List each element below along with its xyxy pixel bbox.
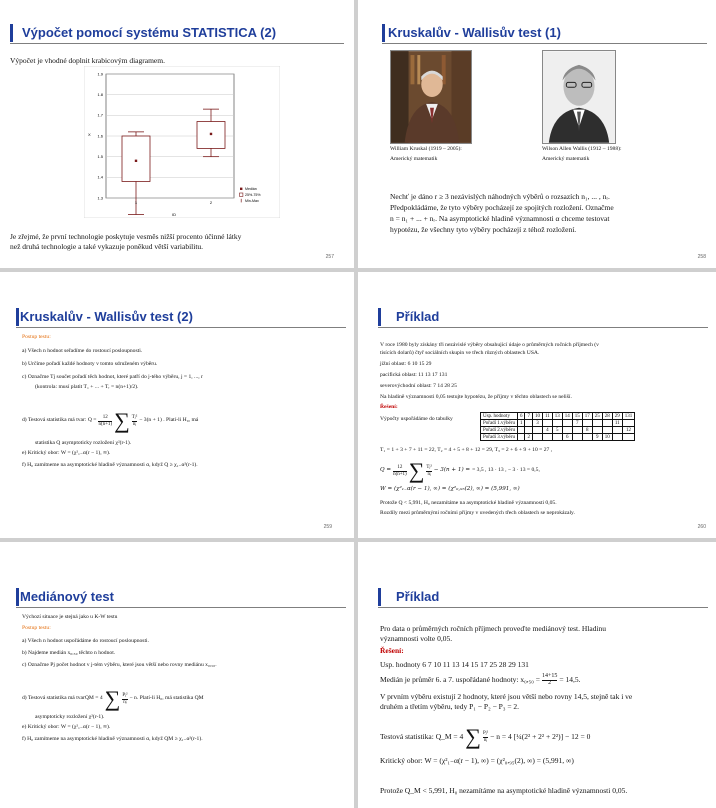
step-d-suffix: − 3(n + 1) . Platí-li H₀, má (139, 417, 199, 424)
count-line-2: druhém a třetím výběru, tedy P₁ − P₂ − P₃ = 2. (380, 702, 520, 711)
title-bar (16, 308, 19, 326)
title-rule (382, 43, 707, 44)
table-cell: 4 (542, 427, 552, 434)
region-northeast: severovýchodní oblast: 7 14 28 25 (380, 383, 457, 389)
y-tick-label: 1.3 (97, 195, 103, 201)
q-minus: − 3(n + 1) = (433, 467, 471, 474)
table-cell (532, 427, 542, 434)
page-number: 257 (325, 254, 334, 260)
conclusion: Protože Q_M < 5,991, H₀ nezamítáme na asymptotické hladině významnosti 0,05. (380, 786, 628, 795)
page-number: 258 (697, 254, 706, 260)
legend-label: 25%-75% (245, 193, 261, 197)
table-cell (542, 420, 552, 427)
step-d-prefix: d) Testová statistika má tvarQM = 4 (22, 695, 103, 702)
slide-259 (0, 272, 354, 538)
step-d (22, 688, 204, 710)
median-marker (135, 160, 137, 162)
step-c: c) Označme Tj součet pořadí těch hodnot, které patří do j-tého výběru, j = 1, ..., r (22, 374, 203, 380)
fraction-tj-nj: $\frac{\text{Tⱼ²}}{\text{nⱼ}}$ (131, 414, 138, 427)
row-label: Pořadí 3.výběru (481, 434, 518, 441)
median-fraction: $\frac{14+15}{2}$ (541, 673, 558, 686)
legend-swatch (240, 188, 242, 190)
critical-region: Kritický obor: W = (χ²₁₋α(r − 1), ∞) = (χ²₀,₉₅(2), ∞) = (5,991, ∞) (380, 756, 574, 765)
slide-257 (0, 0, 354, 268)
table-cell (612, 434, 622, 441)
sum-sign: ∑ (104, 686, 121, 711)
wallis-caption-1: Wilson Allen Wallis (1912 – 1988): (542, 146, 622, 152)
rank-sums-line: T₁ = 1 + 3 + 7 + 11 = 22, T₂ = 4 + 5 + 8 + 12 = 29, T₃ = 2 + 6 + 9 + 10 = 27 , (380, 447, 553, 453)
slide-title: Mediánový test (20, 589, 114, 604)
step-d-suffix: − n. Platí-li H₀, má statistika QM (129, 695, 204, 702)
sum-sign: ∑ (465, 724, 481, 749)
sum-sign: ∑ (408, 458, 425, 483)
title-rule (378, 327, 708, 328)
table-cell: 1 (517, 420, 525, 427)
step-d-prefix: d) Testová statistika má tvar: Q = (22, 417, 97, 424)
wallis-photo (542, 50, 616, 144)
fraction-pj-nj: $\frac{\text{Pⱼ²}}{\text{nⱼ}}$ (482, 730, 489, 743)
paragraph-line-1: Nechť je dáno r ≥ 3 nezávislých náhodných výběrů o rozsazích n₁, ... , nᵣ. (390, 192, 610, 201)
table-cell (592, 427, 602, 434)
table-cell (602, 427, 612, 434)
slide-title: Příklad (396, 589, 440, 604)
page-number: 260 (697, 524, 706, 530)
row-label: Pořadí 2.výběru (481, 427, 518, 434)
y-tick-label: 1.4 (97, 174, 103, 180)
x-axis-label: ID (172, 212, 176, 217)
table-cell (592, 420, 602, 427)
table-cell: 12 (622, 427, 635, 434)
legend-swatch (240, 193, 243, 196)
row-label: Usp. hodnoty (481, 413, 518, 420)
table-cell (572, 427, 582, 434)
region-pacific: pacifická oblast: 11 13 17 131 (380, 372, 448, 378)
conclusion-line-2: než druhá technologie a také vykazuje poněkud větší variabilitu. (10, 242, 204, 251)
table-cell: 131 (622, 413, 635, 420)
table-cell (562, 420, 572, 427)
procedure-heading: Postup testu: (22, 334, 51, 340)
table-cell: 8 (582, 427, 592, 434)
table-cell: 17 (582, 413, 592, 420)
table-cell (602, 420, 612, 427)
slide-median-test (0, 542, 354, 808)
table-cell: 9 (592, 434, 602, 441)
conclusion-line-1: Je zřejmé, že první technologie poskytuje vesměs nižší procento účinné látky (10, 232, 242, 241)
box-plot (84, 66, 280, 218)
rank-table (480, 412, 635, 441)
slide-title: Příklad (396, 309, 440, 324)
count-line-1: V prvním výběru existují 2 hodnoty, které jsou větší nebo rovny 14,5, stejně tak i ve (380, 692, 633, 701)
step-b: b) Najdeme medián x₀,₅₀ těchto n hodnot. (22, 650, 116, 656)
conclusion-line-1: Protože Q < 5,991, H₀ nezamítáme na asymptotické hladině významnosti 0,05. (380, 500, 557, 506)
kruskal-caption-1: William Kruskal (1919 – 2005): (390, 146, 462, 152)
table-cell: 7 (525, 413, 533, 420)
table-cell: 3 (532, 420, 542, 427)
table-cell: 5 (552, 427, 562, 434)
paragraph-line-3: n = n₁ + ... + nᵣ. Na asymptotické hladině významnosti α chceme testovat (390, 214, 610, 223)
title-rule (16, 607, 346, 608)
title-rule (10, 43, 344, 44)
wallis-caption-2: Americký matematik (542, 156, 590, 162)
table-cell (552, 420, 562, 427)
sorted-values: Usp. hodnoty 6 7 10 11 13 14 15 17 25 28 29 131 (380, 660, 529, 669)
table-cell (582, 420, 592, 427)
y-tick-label: 1.5 (97, 154, 103, 160)
step-d-distribution: statistika Q asymptoticky rozložení χ²(r-1). (35, 440, 132, 446)
table-cell: 15 (572, 413, 582, 420)
x-tick-label: 2 (209, 200, 213, 205)
statistic-prefix: Testová statistika: Q_M = 4 (380, 732, 464, 742)
table-cell: 7 (572, 420, 582, 427)
legend-label: Medián (245, 187, 257, 191)
problem-line-1: Pro data o průměrných ročních příjmech proveďte mediánový test. Hladinu (380, 624, 607, 633)
table-cell: 6 (517, 413, 525, 420)
conclusion-line-2: Rozdíly mezi průměrnými ročními příjmy v uvedených třech oblastech se neprokázaly. (380, 510, 575, 516)
step-f: f) H₀ zamítneme na asymptotické hladině významnosti α, když Q ≥ χ₁₋α²(r-1). (22, 462, 198, 468)
y-tick-label: 1.8 (97, 92, 103, 98)
table-intro: Výpočty uspořádáme do tabulky (380, 416, 453, 422)
procedure-heading: Postup testu: (22, 625, 51, 631)
row-label: Pořadí 1.výběru (481, 420, 518, 427)
table-cell: 2 (525, 434, 533, 441)
median-prefix: Medián je průměr 6. a 7. uspořádané hodnoty: x₀,₅₀ = (380, 675, 540, 685)
median-suffix: = 14,5. (559, 675, 581, 685)
sum-sign: ∑ (114, 408, 130, 433)
title-bar (16, 588, 19, 606)
slide-title: Kruskalův - Wallisův test (2) (20, 309, 193, 324)
region-south: jižní oblast: 6 10 15 29 (380, 361, 432, 367)
table-cell (542, 434, 552, 441)
statistic-suffix: − n = 4 [¼(2² + 2² + 2²)] − 12 = 0 (490, 732, 591, 742)
problem-line-1: V roce 1980 byly získány tři nezávislé výběry obsahující údaje o průměrných ročních příjmech (v (380, 342, 599, 348)
table-cell: 14 (562, 413, 572, 420)
paragraph-line-4: hypotézu, že všechny tyto výběry pocházejí z téhož rozložení. (390, 225, 577, 234)
table-cell (612, 427, 622, 434)
intro-text: Výpočet je vhodné doplnit krabicovým diagramem. (10, 56, 165, 65)
table-cell: 10 (602, 434, 612, 441)
step-d-distribution: asymptoticky rozložení χ²(r-1). (35, 714, 105, 720)
paragraph-line-2: Předpokládáme, že tyto výběry pocházejí ze spojitých rozložení. Označme (390, 203, 614, 212)
title-bar (382, 24, 385, 42)
table-cell: 25 (592, 413, 602, 420)
table-cell (517, 427, 525, 434)
step-e: e) Kritický obor: W = (χ²₁₋α(r − 1), ∞). (22, 724, 111, 730)
y-tick-label: 1.9 (97, 71, 103, 77)
intro-text: Výchozí situace je stejná jako u K-W testu (22, 614, 118, 620)
problem-line-2: tisících dolarů) čtyř sociálních skupin ve třech různých oblastech USA. (380, 350, 540, 356)
table-cell (562, 427, 572, 434)
title-rule (378, 607, 708, 608)
q-symbol: Q = (380, 467, 392, 474)
table-cell (572, 434, 582, 441)
y-axis-label: X (88, 132, 91, 137)
table-cell (622, 420, 635, 427)
table-cell (517, 434, 525, 441)
table-cell (525, 420, 533, 427)
problem-line-2: významnosti volte 0,05. (380, 634, 453, 643)
table-cell: 13 (552, 413, 562, 420)
table-cell (622, 434, 635, 441)
page-number: 259 (323, 524, 332, 530)
title-bar (378, 588, 381, 606)
x-tick-label: 1 (134, 200, 138, 205)
median-line (380, 674, 580, 686)
title-rule (16, 327, 346, 328)
table-row (481, 434, 635, 441)
table-row (481, 420, 635, 427)
critical-region: W = (χ²₁₋α(r − 1), ∞) = (χ²₀,₉₅(2), ∞) = (5,991, ∞) (380, 486, 520, 492)
table-cell: 11 (542, 413, 552, 420)
q-values: = 3,5 , 13 · 13 , − 3 · 13 = 0,5, (472, 467, 540, 474)
slide-258 (358, 0, 716, 268)
fraction-pj-nj: $\frac{\text{Pⱼ²}}{\text{nⱼ}}$ (122, 692, 128, 705)
slide-260 (358, 272, 716, 538)
table-cell: 29 (612, 413, 622, 420)
problem-line-3: Na hladině významnosti 0,05 testujte hypotézu, že příjmy v těchto oblastech se neliší. (380, 394, 572, 400)
step-c: c) Označme Pj počet hodnot v j-tém výběru, které jsou větší nebo rovny mediánu x₀,₅₀. (22, 662, 217, 668)
kruskal-photo (390, 50, 472, 144)
step-e: e) Kritický obor: W = (χ²₁₋α(r − 1), ∞). (22, 450, 111, 456)
table-cell (552, 434, 562, 441)
solution-heading: Řešení: (380, 404, 398, 410)
title-bar (10, 24, 13, 42)
table-row (481, 413, 635, 420)
fraction-12-n: $\frac{12}{n(n+1)}$ (98, 414, 113, 427)
table-cell (582, 434, 592, 441)
fraction-tj: $\frac{\text{Tⱼ²}}{\text{nⱼ}}$ (426, 464, 432, 477)
solution-heading: Řešení: (380, 646, 404, 655)
slide-median-example (358, 542, 716, 808)
fraction-12: $\frac{12}{n(n+1)}$ (393, 464, 407, 477)
kruskal-caption-2: Americký matematik (390, 156, 438, 162)
statistic-line (380, 726, 590, 748)
step-d (22, 410, 198, 432)
step-f: f) H₀ zamítneme na asymptotické hladině významnosti α, když QM ≥ χ₁₋α²(r-1). (22, 736, 203, 742)
step-a: a) Všech n hodnot seřadíme do rostoucí posloupnosti. (22, 348, 143, 354)
table-cell: 11 (612, 420, 622, 427)
table-cell (525, 427, 533, 434)
q-statistic-line (380, 460, 540, 482)
slide-title: Výpočet pomocí systému STATISTICA (2) (22, 25, 277, 40)
step-b: b) Určíme pořadí každé hodnoty v tomto sdruženém výběru. (22, 361, 158, 367)
slide-title: Kruskalův - Wallisův test (1) (388, 25, 561, 40)
table-cell: 10 (532, 413, 542, 420)
y-tick-label: 1.6 (97, 133, 103, 139)
table-row (481, 427, 635, 434)
title-bar (378, 308, 381, 326)
table-cell: 6 (562, 434, 572, 441)
step-c-check: (kontrola: musí platit T₁ + ... + Tᵣ = n(n+1)/2). (35, 384, 139, 390)
table-cell (532, 434, 542, 441)
y-tick-label: 1.7 (97, 112, 103, 118)
table-cell: 28 (602, 413, 612, 420)
legend-label: Min-Max (245, 199, 259, 203)
step-a: a) Všech n hodnot uspořádáme do rostoucí posloupnosti. (22, 638, 149, 644)
box-iqr (122, 136, 150, 181)
median-marker (210, 133, 212, 135)
